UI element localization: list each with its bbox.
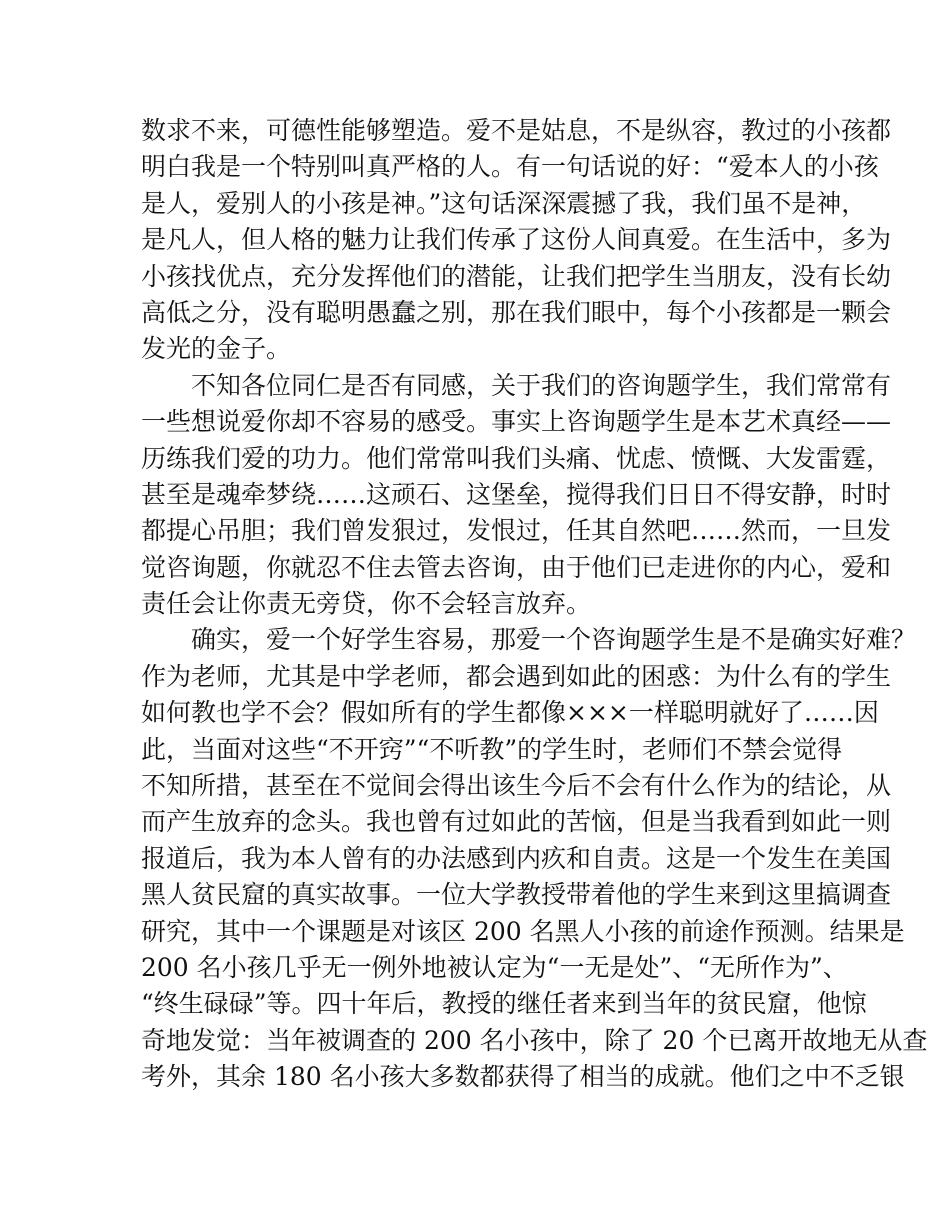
- text-line: 而产生放弃的念头。我也曾有过如此的苦恼，但是当我看到如此一则: [141, 807, 892, 837]
- body-text: [141, 113, 928, 1096]
- text-line: 小孩找优点，充分发挥他们的潜能，让我们把学生当朋友，没有长幼: [141, 261, 892, 291]
- text-line: 此，当面对这些“不开窍”“不听教”的学生时，老师们不禁会觉得: [141, 734, 843, 764]
- text-line: 如何教也学不会？假如所有的学生都像×××一样聪明就好了……因: [141, 698, 879, 728]
- text-line: 研究，其中一个课题是对该区 200 名黑人小孩的前途作预测。结果是: [141, 916, 905, 946]
- text-line: 200 名小孩几乎无一例外地被认定为“一无是处”、“无所作为”、: [141, 952, 848, 982]
- text-line: 考外，其余 180 名小孩大多数都获得了相当的成就。他们之中不乏银: [141, 1062, 905, 1092]
- text-line: 高低之分，没有聪明愚蠢之别，那在我们眼中，每个小孩都是一颗会: [141, 297, 892, 327]
- text-line: 确实，爱一个好学生容易，那爱一个咨询题学生是不是确实好难？: [191, 625, 917, 655]
- text-line: 不知所措，甚至在不觉间会得出该生今后不会有什么作为的结论，从: [141, 771, 892, 801]
- text-line: 作为老师，尤其是中学老师，都会遇到如此的困惑：为什么有的学生: [141, 661, 892, 691]
- text-line: 历练我们爱的功力。他们常常叫我们头痛、忧虑、愤慨、大发雷霆，: [141, 443, 892, 473]
- text-line: 责任会让你责无旁贷，你不会轻言放弃。: [141, 589, 592, 619]
- text-line: 觉咨询题，你就忍不住去管去咨询，由于他们已走进你的内心，爱和: [141, 552, 892, 582]
- text-line: 是人，爱别人的小孩是神。”这句话深深震撼了我，我们虽不是神，: [141, 188, 867, 218]
- text-line: 甚至是魂牵梦绕……这顽石、这堡垒，搅得我们日日不得安静，时时: [141, 479, 892, 509]
- text-line: 是凡人，但人格的魅力让我们传承了这份人间真爱。在生活中，多为: [141, 225, 892, 255]
- text-line: 报道后，我为本人曾有的办法感到内疚和自责。这是一个发生在美国: [141, 843, 892, 873]
- text-line: 发光的金子。: [141, 334, 292, 364]
- text-line: 明白我是一个特别叫真严格的人。有一句话说的好：“爱本人的小孩: [141, 152, 879, 182]
- text-line: 奇地发觉：当年被调查的 200 名小孩中，除了 20 个已离开故地无从查: [141, 1025, 928, 1055]
- text-line: 一些想说爱你却不容易的感受。事实上咨询题学生是本艺术真经——: [141, 407, 892, 437]
- text-line: “终生碌碌”等。四十年后，教授的继任者来到当年的贫民窟，他惊: [141, 989, 867, 1019]
- text-line: 黑人贫民窟的真实故事。一位大学教授带着他的学生来到这里搞调查: [141, 880, 892, 910]
- text-line: 都提心吊胆；我们曾发狠过，发恨过，任其自然吧……然而，一旦发: [141, 516, 892, 546]
- text-line: 不知各位同仁是否有同感，关于我们的咨询题学生，我们常常有: [191, 370, 892, 400]
- text-line: 数求不来，可德性能够塑造。爱不是姑息，不是纵容，教过的小孩都: [141, 116, 892, 145]
